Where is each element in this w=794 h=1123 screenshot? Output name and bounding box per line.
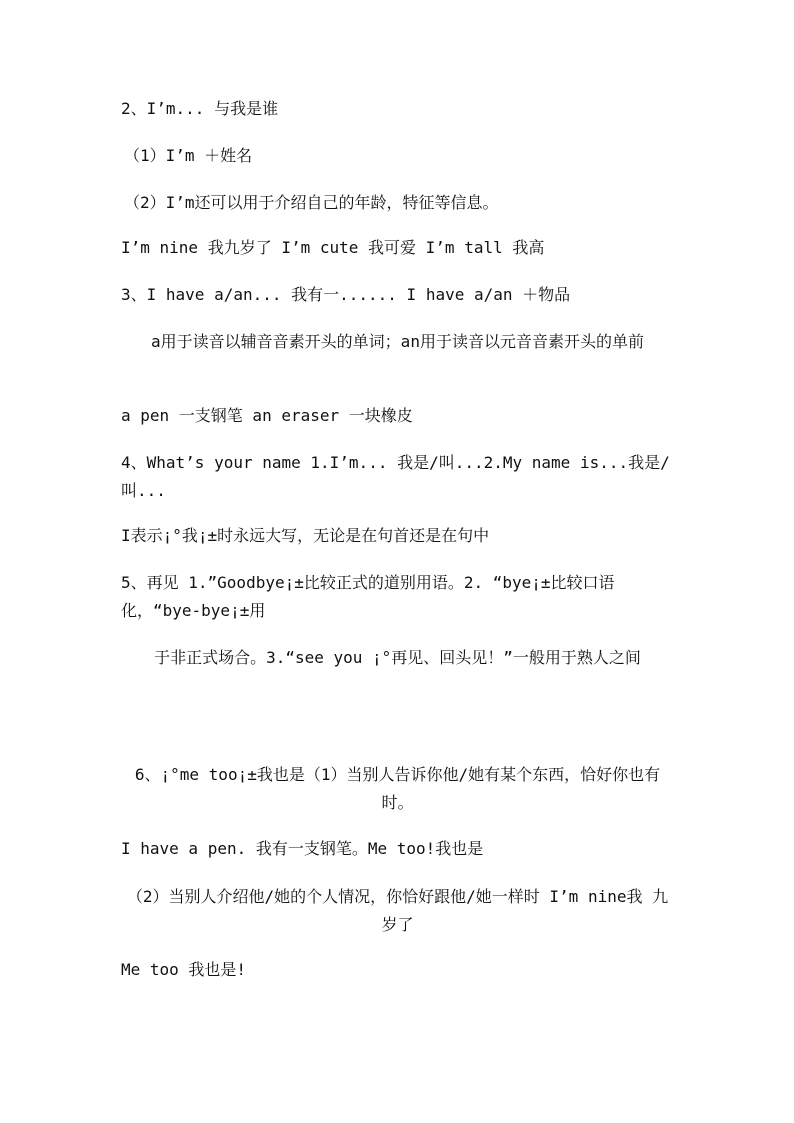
- heading-whats-your-name: 4、What’s your name 1.I’m... 我是/叫...2.My name is...我是/叫...: [121, 453, 670, 500]
- heading-goodbye: 5、再见 1.”Goodbye¡±比较正式的道别用语。2. “bye¡±比较口语化，“bye-bye¡±用: [121, 573, 615, 620]
- example-a-pen: a pen 一支钢笔 an eraser 一块橡皮: [121, 406, 413, 425]
- heading-i-have: 3、I have a/an... 我有一...... I have a/an ＋物品: [121, 285, 571, 304]
- example-i-have-a-pen: I have a pen. 我有一支钢笔。Me too!我也是: [121, 839, 484, 858]
- heading-im-who: 2、I’m... 与我是谁: [121, 99, 279, 118]
- note-i-capital: I表示¡°我¡±时永远大写，无论是在句首还是在句中: [121, 526, 490, 545]
- point-2-me-too: （2）当别人介绍他/她的个人情况，你恰好跟他/她一样时 I’m nine我 九岁了: [126, 887, 669, 934]
- note-a-an-usage: a用于读音以辅音音素开头的单词；an用于读音以元音音素开头的单前: [151, 332, 644, 351]
- point-1-im-name: （1）I’m ＋姓名: [124, 146, 253, 165]
- point-2-im-info: （2）I’m还可以用于介绍自己的年龄，特征等信息。: [124, 193, 499, 212]
- example-im-nine: I’m nine 我九岁了 I’m cute 我可爱 I’m tall 我高: [121, 238, 545, 257]
- note-see-you: 于非正式场合。3.“see you ¡°再见、回头见！”一般用于熟人之间: [154, 648, 641, 667]
- example-me-too: Me too 我也是!: [121, 960, 247, 979]
- heading-me-too: 6、¡°me too¡±我也是（1）当别人告诉你他/她有某个东西，恰好你也有时。: [134, 765, 661, 812]
